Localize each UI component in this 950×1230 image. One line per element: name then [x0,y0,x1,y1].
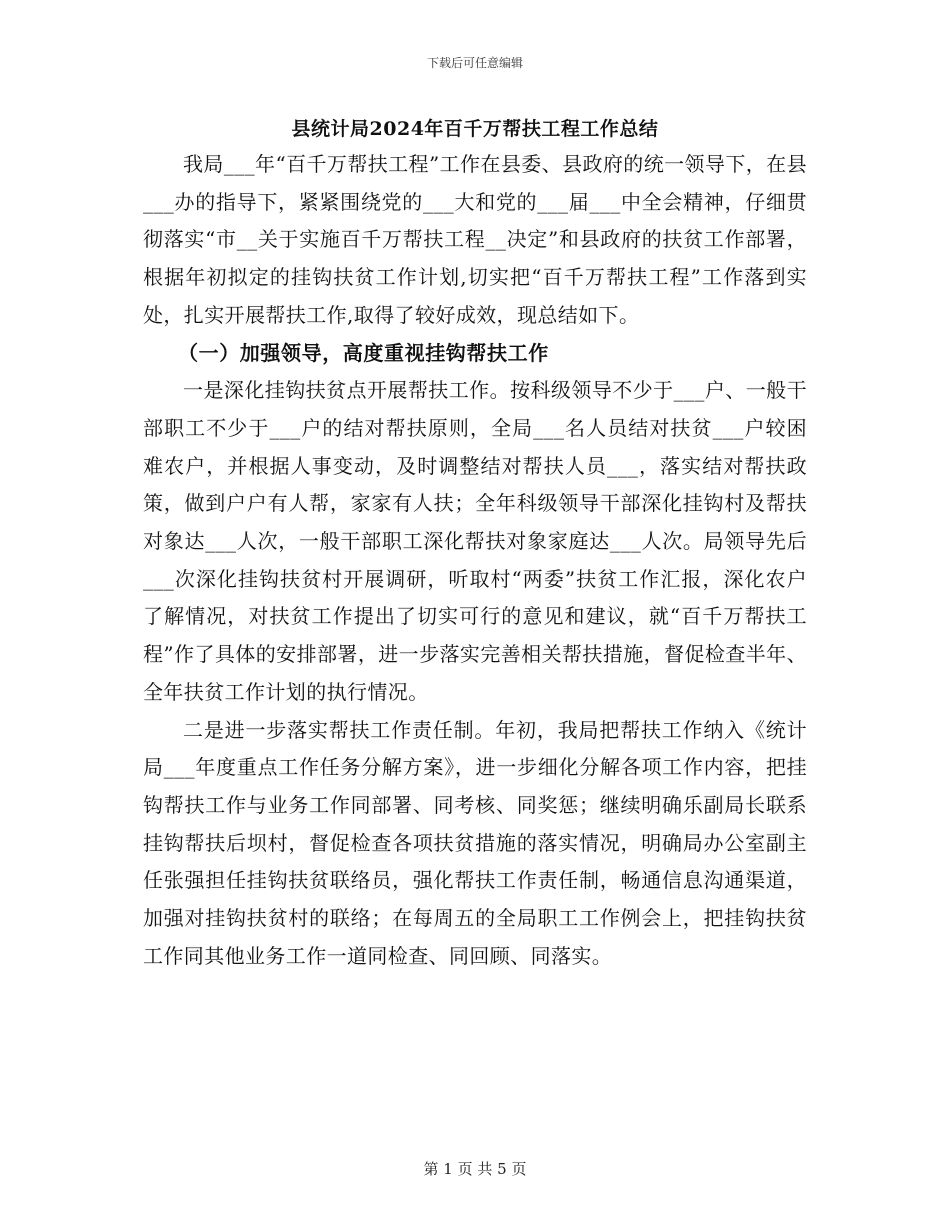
page-header-note: 下载后可任意编辑 [426,56,523,70]
document-title: 县统计局2024年百千万帮扶工程工作总结 [291,118,659,140]
body-paragraph: 二是进一步落实帮扶工作责任制。年初，我局把帮扶工作纳入《统计局___年度重点工作任务分解方案》，进一步细化分解各项工作内容，把挂钩帮扶工作与业务工作同部署、同考核、同奖惩；继续明确乐副局长联系挂钩帮扶后坝村，督促检查各项扶贫措施的落实情况，明确局办公室副主任张强担任挂钩扶贫联络员，强化帮扶工作责任制，畅通信息沟通渠道，加强对挂钩扶贫村的联络；在每周五的全局职工工作例会上，把挂钩扶贫工作同其他业务工作一道同检查、同回顾、同落实。 [143,717,807,968]
intro-paragraph: 我局___年“百千万帮扶工程”工作在县委、县政府的统一领导下，在县___办的指导下，紧紧围绕党的___大和党的___届___中全会精神，仔细贯彻落实“市__关于实施百千万帮扶工程__决定”和县政府的扶贫工作部署，根据年初拟定的挂钩扶贫工作计划,切实把“百千万帮扶工程”工作落到实处，扎实开展帮扶工作,取得了较好成效，现总结如下。 [143,152,807,327]
body-paragraph: 一是深化挂钩扶贫点开展帮扶工作。按科级领导不少于___户、一般干部职工不少于___户的结对帮扶原则，全局___名人员结对扶贫___户较困难农户，并根据人事变动，及时调整结对帮扶人员___，落实结对帮扶政策，做到户户有人帮，家家有人扶；全年科级领导干部深化挂钩村及帮扶对象达___人次，一般干部职工深化帮扶对象家庭达___人次。局领导先后___次深化挂钩扶贫村开展调研，听取村“两委”扶贫工作汇报，深化农户了解情况，对扶贫工作提出了切实可行的意见和建议，就“百千万帮扶工程”作了具体的安排部署，进一步落实完善相关帮扶措施，督促检查半年、全年扶贫工作计划的执行情况。 [143,378,807,704]
page-number: 第 1 页 共 5 页 [423,1160,527,1178]
document-body [143,146,807,975]
section-heading: （一）加强领导，高度重视挂钩帮扶工作 [178,340,549,365]
